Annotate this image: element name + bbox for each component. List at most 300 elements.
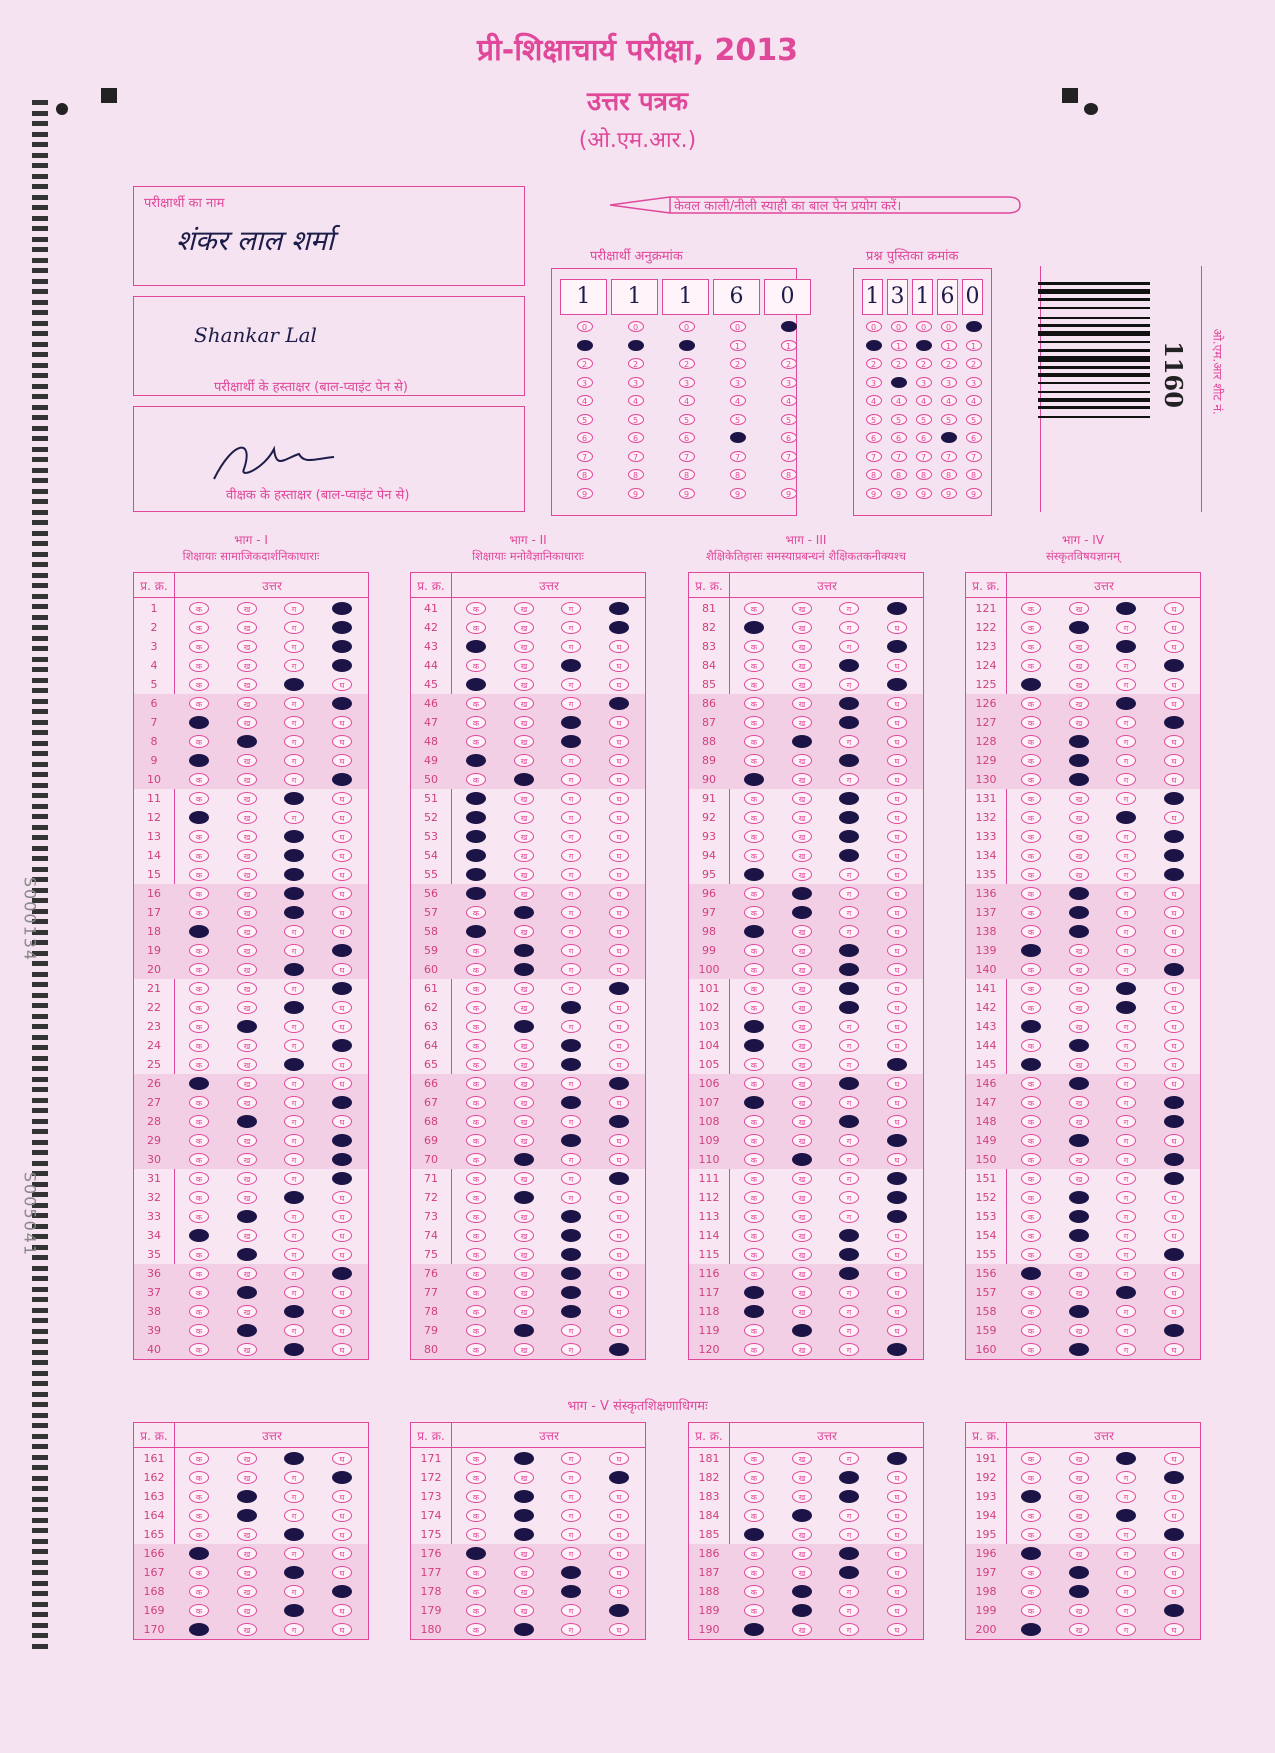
booklet-bubble[interactable]: 4 <box>866 395 882 406</box>
option-bubble[interactable]: क <box>466 1039 486 1052</box>
option-bubble[interactable]: घ <box>332 1528 352 1541</box>
option-bubble[interactable]: घ <box>887 944 907 957</box>
option-bubble[interactable]: ख <box>792 1020 812 1033</box>
option-bubble[interactable]: ग <box>284 1115 304 1128</box>
option-bubble[interactable]: ग <box>1116 982 1136 995</box>
option-bubble[interactable]: घ <box>887 1115 907 1128</box>
option-bubble[interactable]: ख <box>1069 1509 1089 1522</box>
option-bubble[interactable]: ग <box>284 1001 304 1014</box>
booklet-bubble[interactable]: 3 <box>941 377 957 388</box>
option-bubble[interactable]: ग <box>561 868 581 881</box>
option-bubble[interactable]: घ <box>887 621 907 634</box>
option-bubble[interactable]: ग <box>839 1528 859 1541</box>
option-bubble[interactable]: ख <box>237 754 257 767</box>
option-bubble[interactable]: क <box>466 906 486 919</box>
booklet-bubble[interactable]: 4 <box>891 395 907 406</box>
booklet-bubble[interactable]: 0 <box>866 321 882 332</box>
option-bubble[interactable]: घ <box>332 1191 352 1204</box>
option-bubble[interactable]: ग <box>1116 640 1136 653</box>
option-bubble[interactable]: क <box>744 1267 764 1280</box>
option-bubble[interactable]: क <box>1021 1248 1041 1261</box>
option-bubble[interactable]: ग <box>1116 830 1136 843</box>
option-bubble[interactable]: क <box>189 621 209 634</box>
option-bubble[interactable]: ख <box>1069 1020 1089 1033</box>
option-bubble[interactable]: घ <box>887 792 907 805</box>
option-bubble[interactable]: क <box>189 735 209 748</box>
option-bubble[interactable]: क <box>744 1153 764 1166</box>
booklet-bubble[interactable]: 2 <box>966 358 982 369</box>
option-bubble[interactable]: ग <box>839 640 859 653</box>
option-bubble[interactable]: ख <box>237 1248 257 1261</box>
option-bubble[interactable]: ख <box>792 1210 812 1223</box>
option-bubble[interactable]: घ <box>1164 1248 1184 1261</box>
option-bubble[interactable]: ग <box>839 1604 859 1617</box>
option-bubble[interactable]: क <box>744 944 764 957</box>
option-bubble[interactable]: ख <box>514 1210 534 1223</box>
option-bubble[interactable]: ख <box>514 621 534 634</box>
booklet-bubble[interactable]: 9 <box>916 488 932 499</box>
option-bubble[interactable]: क <box>466 1324 486 1337</box>
option-bubble[interactable]: क <box>466 925 486 938</box>
option-bubble[interactable]: ख <box>792 1077 812 1090</box>
option-bubble[interactable]: ख <box>1069 1566 1089 1579</box>
booklet-bubble[interactable]: 2 <box>916 358 932 369</box>
option-bubble[interactable]: ख <box>514 1604 534 1617</box>
option-bubble[interactable]: ख <box>1069 830 1089 843</box>
roll-bubble[interactable]: 3 <box>781 377 797 388</box>
option-bubble[interactable]: ग <box>839 602 859 615</box>
roll-bubble[interactable]: 1 <box>577 340 593 351</box>
option-bubble[interactable]: ख <box>514 1267 534 1280</box>
option-bubble[interactable]: क <box>189 1343 209 1356</box>
option-bubble[interactable]: घ <box>609 754 629 767</box>
option-bubble[interactable]: घ <box>1164 1623 1184 1636</box>
option-bubble[interactable]: ख <box>237 621 257 634</box>
option-bubble[interactable]: क <box>1021 1096 1041 1109</box>
option-bubble[interactable]: घ <box>887 773 907 786</box>
option-bubble[interactable]: घ <box>332 1490 352 1503</box>
option-bubble[interactable]: क <box>744 1623 764 1636</box>
option-bubble[interactable]: क <box>1021 1210 1041 1223</box>
option-bubble[interactable]: ग <box>284 1305 304 1318</box>
option-bubble[interactable]: ख <box>1069 1305 1089 1318</box>
option-bubble[interactable]: घ <box>1164 1343 1184 1356</box>
option-bubble[interactable]: घ <box>887 697 907 710</box>
option-bubble[interactable]: ख <box>237 1096 257 1109</box>
option-bubble[interactable]: ग <box>1116 925 1136 938</box>
option-bubble[interactable]: क <box>466 1343 486 1356</box>
booklet-bubble[interactable]: 6 <box>941 432 957 443</box>
booklet-bubble[interactable]: 0 <box>941 321 957 332</box>
booklet-bubble[interactable]: 3 <box>966 377 982 388</box>
option-bubble[interactable]: क <box>1021 1191 1041 1204</box>
option-bubble[interactable]: घ <box>332 1604 352 1617</box>
option-bubble[interactable]: ख <box>514 735 534 748</box>
option-bubble[interactable]: क <box>466 1248 486 1261</box>
option-bubble[interactable]: ग <box>561 944 581 957</box>
option-bubble[interactable]: क <box>189 659 209 672</box>
option-bubble[interactable]: क <box>744 1286 764 1299</box>
option-bubble[interactable]: घ <box>1164 1471 1184 1484</box>
option-bubble[interactable]: ग <box>1116 1134 1136 1147</box>
option-bubble[interactable]: क <box>1021 1115 1041 1128</box>
option-bubble[interactable]: क <box>744 1172 764 1185</box>
option-bubble[interactable]: क <box>1021 1547 1041 1560</box>
option-bubble[interactable]: क <box>189 792 209 805</box>
option-bubble[interactable]: ख <box>514 1058 534 1071</box>
option-bubble[interactable]: ख <box>1069 982 1089 995</box>
option-bubble[interactable]: घ <box>1164 982 1184 995</box>
option-bubble[interactable]: ग <box>1116 1229 1136 1242</box>
option-bubble[interactable]: ख <box>1069 1547 1089 1560</box>
option-bubble[interactable]: ग <box>284 1623 304 1636</box>
option-bubble[interactable]: ख <box>514 1623 534 1636</box>
option-bubble[interactable]: ग <box>284 1528 304 1541</box>
option-bubble[interactable]: क <box>744 1001 764 1014</box>
option-bubble[interactable]: क <box>744 602 764 615</box>
option-bubble[interactable]: घ <box>887 830 907 843</box>
option-bubble[interactable]: ख <box>514 773 534 786</box>
option-bubble[interactable]: क <box>189 1509 209 1522</box>
option-bubble[interactable]: घ <box>1164 1134 1184 1147</box>
option-bubble[interactable]: घ <box>1164 735 1184 748</box>
option-bubble[interactable]: ग <box>1116 697 1136 710</box>
option-bubble[interactable]: ग <box>561 1039 581 1052</box>
option-bubble[interactable]: घ <box>332 887 352 900</box>
option-bubble[interactable]: क <box>744 716 764 729</box>
option-bubble[interactable]: घ <box>1164 1229 1184 1242</box>
option-bubble[interactable]: क <box>744 1096 764 1109</box>
option-bubble[interactable]: ख <box>792 678 812 691</box>
option-bubble[interactable]: घ <box>1164 1191 1184 1204</box>
roll-bubble[interactable]: 0 <box>628 321 644 332</box>
option-bubble[interactable]: क <box>1021 1471 1041 1484</box>
option-bubble[interactable]: क <box>189 868 209 881</box>
option-bubble[interactable]: क <box>466 1509 486 1522</box>
option-bubble[interactable]: ग <box>1116 659 1136 672</box>
option-bubble[interactable]: ग <box>1116 1623 1136 1636</box>
option-bubble[interactable]: घ <box>609 1248 629 1261</box>
option-bubble[interactable]: ख <box>1069 754 1089 767</box>
option-bubble[interactable]: ग <box>561 716 581 729</box>
option-bubble[interactable]: क <box>466 1286 486 1299</box>
option-bubble[interactable]: घ <box>609 1490 629 1503</box>
option-bubble[interactable]: ख <box>514 1528 534 1541</box>
option-bubble[interactable]: ख <box>1069 849 1089 862</box>
booklet-bubble[interactable]: 0 <box>966 321 982 332</box>
option-bubble[interactable]: ग <box>1116 1471 1136 1484</box>
option-bubble[interactable]: क <box>1021 678 1041 691</box>
option-bubble[interactable]: घ <box>609 1191 629 1204</box>
option-bubble[interactable]: क <box>744 1452 764 1465</box>
option-bubble[interactable]: ख <box>1069 1452 1089 1465</box>
option-bubble[interactable]: ग <box>284 678 304 691</box>
option-bubble[interactable]: क <box>189 1248 209 1261</box>
option-bubble[interactable]: ख <box>237 963 257 976</box>
option-bubble[interactable]: ग <box>839 1490 859 1503</box>
option-bubble[interactable]: घ <box>887 849 907 862</box>
option-bubble[interactable]: घ <box>332 1020 352 1033</box>
roll-bubble[interactable]: 9 <box>679 488 695 499</box>
option-bubble[interactable]: क <box>189 1058 209 1071</box>
option-bubble[interactable]: क <box>189 1452 209 1465</box>
option-bubble[interactable]: ख <box>1069 640 1089 653</box>
option-bubble[interactable]: घ <box>332 1153 352 1166</box>
option-bubble[interactable]: ग <box>839 849 859 862</box>
option-bubble[interactable]: क <box>189 1471 209 1484</box>
option-bubble[interactable]: ग <box>839 830 859 843</box>
option-bubble[interactable]: ग <box>561 621 581 634</box>
option-bubble[interactable]: घ <box>1164 602 1184 615</box>
booklet-bubble[interactable]: 2 <box>941 358 957 369</box>
option-bubble[interactable]: घ <box>887 1528 907 1541</box>
option-bubble[interactable]: घ <box>887 716 907 729</box>
option-bubble[interactable]: ख <box>792 982 812 995</box>
option-bubble[interactable]: क <box>744 1324 764 1337</box>
option-bubble[interactable]: क <box>1021 1452 1041 1465</box>
option-bubble[interactable]: ख <box>792 1471 812 1484</box>
option-bubble[interactable]: ग <box>284 830 304 843</box>
option-bubble[interactable]: क <box>1021 1020 1041 1033</box>
option-bubble[interactable]: ग <box>1116 1039 1136 1052</box>
option-bubble[interactable]: घ <box>609 1452 629 1465</box>
option-bubble[interactable]: घ <box>887 1001 907 1014</box>
option-bubble[interactable]: ख <box>792 773 812 786</box>
option-bubble[interactable]: ख <box>514 1324 534 1337</box>
option-bubble[interactable]: ग <box>561 925 581 938</box>
option-bubble[interactable]: ख <box>514 887 534 900</box>
option-bubble[interactable]: घ <box>1164 1172 1184 1185</box>
option-bubble[interactable]: ग <box>1116 811 1136 824</box>
option-bubble[interactable]: ग <box>1116 849 1136 862</box>
option-bubble[interactable]: ग <box>1116 1305 1136 1318</box>
option-bubble[interactable]: ख <box>1069 1471 1089 1484</box>
option-bubble[interactable]: घ <box>887 1039 907 1052</box>
option-bubble[interactable]: ग <box>1116 678 1136 691</box>
option-bubble[interactable]: घ <box>609 1604 629 1617</box>
option-bubble[interactable]: ख <box>514 1585 534 1598</box>
option-bubble[interactable]: घ <box>332 1509 352 1522</box>
option-bubble[interactable]: ग <box>561 1623 581 1636</box>
option-bubble[interactable]: क <box>189 887 209 900</box>
option-bubble[interactable]: ख <box>514 906 534 919</box>
option-bubble[interactable]: ख <box>237 1115 257 1128</box>
option-bubble[interactable]: ग <box>839 1471 859 1484</box>
option-bubble[interactable]: क <box>466 1229 486 1242</box>
option-bubble[interactable]: ग <box>839 925 859 938</box>
option-bubble[interactable]: ख <box>237 1547 257 1560</box>
option-bubble[interactable]: घ <box>887 1191 907 1204</box>
option-bubble[interactable]: घ <box>887 1623 907 1636</box>
option-bubble[interactable]: क <box>1021 925 1041 938</box>
option-bubble[interactable]: ग <box>561 1077 581 1090</box>
option-bubble[interactable]: ग <box>561 1566 581 1579</box>
option-bubble[interactable]: ख <box>1069 1324 1089 1337</box>
option-bubble[interactable]: ग <box>284 1058 304 1071</box>
option-bubble[interactable]: क <box>189 1229 209 1242</box>
option-bubble[interactable]: ग <box>284 1547 304 1560</box>
option-bubble[interactable]: घ <box>1164 963 1184 976</box>
option-bubble[interactable]: क <box>744 1134 764 1147</box>
option-bubble[interactable]: घ <box>887 1210 907 1223</box>
option-bubble[interactable]: ग <box>1116 735 1136 748</box>
option-bubble[interactable]: क <box>744 1547 764 1560</box>
option-bubble[interactable]: घ <box>1164 868 1184 881</box>
option-bubble[interactable]: ग <box>1116 1153 1136 1166</box>
option-bubble[interactable]: ग <box>839 1077 859 1090</box>
option-bubble[interactable]: ग <box>561 640 581 653</box>
option-bubble[interactable]: घ <box>609 1172 629 1185</box>
option-bubble[interactable]: घ <box>332 1058 352 1071</box>
option-bubble[interactable]: घ <box>887 1267 907 1280</box>
option-bubble[interactable]: क <box>744 887 764 900</box>
option-bubble[interactable]: क <box>466 735 486 748</box>
option-bubble[interactable]: ग <box>839 1039 859 1052</box>
option-bubble[interactable]: ख <box>237 1528 257 1541</box>
option-bubble[interactable]: ग <box>284 640 304 653</box>
option-bubble[interactable]: क <box>1021 1509 1041 1522</box>
option-bubble[interactable]: ग <box>561 602 581 615</box>
option-bubble[interactable]: क <box>189 602 209 615</box>
option-bubble[interactable]: घ <box>609 1229 629 1242</box>
option-bubble[interactable]: ग <box>561 1324 581 1337</box>
option-bubble[interactable]: क <box>744 640 764 653</box>
booklet-bubble[interactable]: 6 <box>891 432 907 443</box>
option-bubble[interactable]: ग <box>839 887 859 900</box>
option-bubble[interactable]: ग <box>284 982 304 995</box>
roll-bubble[interactable]: 8 <box>679 469 695 480</box>
option-bubble[interactable]: ग <box>561 887 581 900</box>
option-bubble[interactable]: ख <box>514 697 534 710</box>
option-bubble[interactable]: क <box>1021 621 1041 634</box>
option-bubble[interactable]: ग <box>561 1115 581 1128</box>
option-bubble[interactable]: घ <box>332 1134 352 1147</box>
option-bubble[interactable]: क <box>189 849 209 862</box>
option-bubble[interactable]: क <box>744 1058 764 1071</box>
option-bubble[interactable]: ग <box>1116 1452 1136 1465</box>
option-bubble[interactable]: ग <box>1116 1585 1136 1598</box>
option-bubble[interactable]: क <box>466 1471 486 1484</box>
option-bubble[interactable]: ग <box>284 1509 304 1522</box>
option-bubble[interactable]: ग <box>561 1471 581 1484</box>
option-bubble[interactable]: घ <box>332 944 352 957</box>
option-bubble[interactable]: ख <box>792 811 812 824</box>
option-bubble[interactable]: क <box>1021 1229 1041 1242</box>
roll-bubble[interactable]: 0 <box>781 321 797 332</box>
option-bubble[interactable]: ग <box>839 944 859 957</box>
option-bubble[interactable]: ख <box>792 1452 812 1465</box>
option-bubble[interactable]: घ <box>332 1172 352 1185</box>
option-bubble[interactable]: ग <box>1116 716 1136 729</box>
roll-bubble[interactable]: 3 <box>679 377 695 388</box>
option-bubble[interactable]: क <box>466 1115 486 1128</box>
option-bubble[interactable]: ग <box>839 906 859 919</box>
option-bubble[interactable]: क <box>189 1585 209 1598</box>
option-bubble[interactable]: क <box>744 1490 764 1503</box>
option-bubble[interactable]: ग <box>839 1324 859 1337</box>
option-bubble[interactable]: ग <box>1116 963 1136 976</box>
option-bubble[interactable]: ग <box>284 925 304 938</box>
booklet-bubble[interactable]: 8 <box>941 469 957 480</box>
option-bubble[interactable]: घ <box>887 1547 907 1560</box>
option-bubble[interactable]: क <box>466 640 486 653</box>
roll-bubble[interactable]: 2 <box>577 358 593 369</box>
option-bubble[interactable]: ख <box>514 754 534 767</box>
option-bubble[interactable]: ख <box>237 1058 257 1071</box>
option-bubble[interactable]: क <box>466 1585 486 1598</box>
option-bubble[interactable]: ग <box>1116 1490 1136 1503</box>
option-bubble[interactable]: क <box>466 1134 486 1147</box>
option-bubble[interactable]: घ <box>1164 1566 1184 1579</box>
option-bubble[interactable]: ख <box>514 602 534 615</box>
option-bubble[interactable]: ग <box>561 1020 581 1033</box>
option-bubble[interactable]: ग <box>284 621 304 634</box>
option-bubble[interactable]: क <box>744 1471 764 1484</box>
roll-bubble[interactable]: 2 <box>628 358 644 369</box>
option-bubble[interactable]: क <box>466 1153 486 1166</box>
option-bubble[interactable]: ग <box>1116 1001 1136 1014</box>
option-bubble[interactable]: घ <box>609 963 629 976</box>
option-bubble[interactable]: ख <box>237 1604 257 1617</box>
option-bubble[interactable]: ग <box>839 1566 859 1579</box>
option-bubble[interactable]: ग <box>839 1343 859 1356</box>
option-bubble[interactable]: ग <box>284 1096 304 1109</box>
option-bubble[interactable]: क <box>1021 1058 1041 1071</box>
option-bubble[interactable]: ग <box>561 1153 581 1166</box>
option-bubble[interactable]: घ <box>887 906 907 919</box>
option-bubble[interactable]: क <box>466 963 486 976</box>
option-bubble[interactable]: ग <box>839 1134 859 1147</box>
option-bubble[interactable]: घ <box>887 1305 907 1318</box>
option-bubble[interactable]: घ <box>332 1623 352 1636</box>
option-bubble[interactable]: ग <box>839 716 859 729</box>
option-bubble[interactable]: घ <box>1164 1153 1184 1166</box>
option-bubble[interactable]: ख <box>237 1452 257 1465</box>
option-bubble[interactable]: क <box>744 659 764 672</box>
option-bubble[interactable]: ग <box>284 1153 304 1166</box>
option-bubble[interactable]: ख <box>514 716 534 729</box>
option-bubble[interactable]: क <box>1021 1267 1041 1280</box>
option-bubble[interactable]: ख <box>514 1153 534 1166</box>
option-bubble[interactable]: ख <box>1069 1077 1089 1090</box>
option-bubble[interactable]: घ <box>609 792 629 805</box>
option-bubble[interactable]: ग <box>561 792 581 805</box>
booklet-bubble[interactable]: 9 <box>866 488 882 499</box>
option-bubble[interactable]: क <box>189 1547 209 1560</box>
option-bubble[interactable]: क <box>189 1623 209 1636</box>
option-bubble[interactable]: ख <box>514 792 534 805</box>
option-bubble[interactable]: घ <box>887 1058 907 1071</box>
option-bubble[interactable]: ग <box>839 1191 859 1204</box>
option-bubble[interactable]: घ <box>332 1471 352 1484</box>
option-bubble[interactable]: घ <box>887 1490 907 1503</box>
roll-bubble[interactable]: 3 <box>628 377 644 388</box>
roll-bubble[interactable]: 4 <box>781 395 797 406</box>
option-bubble[interactable]: ख <box>237 887 257 900</box>
option-bubble[interactable]: ग <box>1116 1115 1136 1128</box>
option-bubble[interactable]: ग <box>561 1286 581 1299</box>
option-bubble[interactable]: क <box>189 1528 209 1541</box>
option-bubble[interactable]: क <box>1021 735 1041 748</box>
option-bubble[interactable]: क <box>189 1191 209 1204</box>
booklet-bubble[interactable]: 6 <box>966 432 982 443</box>
option-bubble[interactable]: ख <box>1069 1490 1089 1503</box>
option-bubble[interactable]: घ <box>1164 1585 1184 1598</box>
option-bubble[interactable]: ख <box>792 1229 812 1242</box>
option-bubble[interactable]: क <box>189 1172 209 1185</box>
option-bubble[interactable]: ग <box>561 1547 581 1560</box>
option-bubble[interactable]: ख <box>514 678 534 691</box>
